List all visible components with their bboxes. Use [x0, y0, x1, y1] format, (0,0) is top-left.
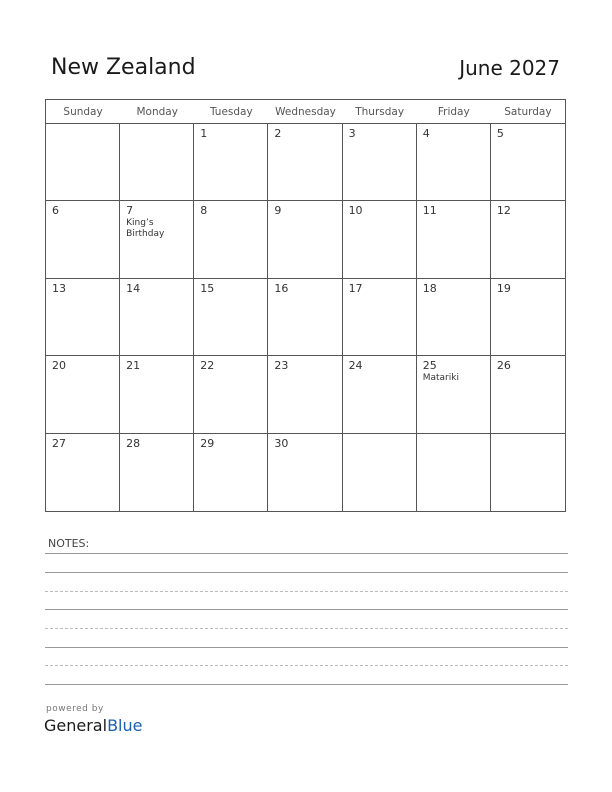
- weekday-header-row: [46, 100, 565, 124]
- day-number: 13: [52, 281, 66, 295]
- notes-line: [45, 609, 568, 610]
- brand-general: General: [44, 716, 108, 735]
- calendar-country-title: New Zealand: [51, 55, 196, 80]
- day-number: 12: [496, 204, 511, 218]
- weekday-friday: Friday: [437, 106, 470, 118]
- day-number: 22: [200, 359, 215, 373]
- day-cell[interactable]: [46, 201, 120, 278]
- day-cell[interactable]: [268, 434, 342, 511]
- powered-by-text: powered by: [46, 704, 104, 714]
- weekday-tuesday: Tuesday: [209, 106, 253, 118]
- day-cell[interactable]: [194, 434, 268, 511]
- day-cell[interactable]: [343, 434, 417, 511]
- notes-line: [45, 665, 568, 666]
- day-number: 8: [200, 204, 208, 218]
- day-cell[interactable]: [120, 124, 194, 201]
- day-number: 20: [52, 359, 66, 373]
- day-cell[interactable]: [491, 356, 565, 433]
- holiday-label: Matariki: [422, 373, 459, 384]
- weekday-thursday: Thursday: [355, 106, 405, 118]
- day-cell[interactable]: [120, 201, 194, 278]
- weekday-saturday: Saturday: [504, 106, 552, 118]
- day-number: 14: [126, 281, 141, 295]
- notes-line: [45, 647, 568, 648]
- day-cell[interactable]: [417, 279, 491, 356]
- day-cell[interactable]: [194, 356, 268, 433]
- calendar-body: [46, 124, 565, 511]
- day-number: 9: [274, 204, 282, 218]
- day-cell[interactable]: [194, 201, 268, 278]
- day-number: 7: [126, 204, 134, 218]
- day-cell[interactable]: [491, 279, 565, 356]
- calendar-grid: [45, 99, 566, 512]
- day-cell[interactable]: [194, 124, 268, 201]
- day-cell[interactable]: [343, 201, 417, 278]
- notes-line: [45, 572, 568, 573]
- day-number: 15: [200, 281, 215, 295]
- day-cell[interactable]: [46, 434, 120, 511]
- day-number: 3: [348, 127, 356, 140]
- day-number: 11: [422, 204, 437, 218]
- day-cell[interactable]: [268, 279, 342, 356]
- holiday-label: King’s Birthday: [126, 218, 165, 240]
- brand-blue: Blue: [107, 716, 143, 735]
- generalblue-logo[interactable]: [44, 716, 142, 735]
- notes-line: [45, 553, 568, 554]
- day-number: 18: [422, 281, 437, 295]
- calendar-month-title: June 2027: [459, 56, 560, 80]
- day-number: 30: [274, 436, 289, 450]
- day-number: 4: [422, 127, 430, 140]
- day-cell[interactable]: [417, 356, 491, 433]
- day-cell[interactable]: [491, 201, 565, 278]
- weekday-monday: Monday: [136, 106, 178, 118]
- day-number: 1: [200, 127, 208, 140]
- notes-line: [45, 591, 568, 592]
- day-number: 27: [52, 436, 66, 450]
- day-cell[interactable]: [120, 434, 194, 511]
- notes-line: [45, 684, 568, 685]
- day-number: 2: [274, 127, 282, 140]
- day-cell[interactable]: [417, 434, 491, 511]
- day-number: 21: [126, 359, 141, 373]
- day-number: 23: [274, 359, 289, 373]
- day-cell[interactable]: [417, 124, 491, 201]
- day-cell[interactable]: [491, 124, 565, 201]
- day-cell[interactable]: [46, 124, 120, 201]
- day-number: 24: [348, 359, 363, 373]
- day-number: 16: [274, 281, 289, 295]
- day-number: 17: [348, 281, 363, 295]
- weekday-wednesday: Wednesday: [275, 106, 336, 118]
- day-cell[interactable]: [343, 124, 417, 201]
- day-cell[interactable]: [268, 124, 342, 201]
- day-cell[interactable]: [491, 434, 565, 511]
- day-cell[interactable]: [417, 201, 491, 278]
- notes-line: [45, 628, 568, 629]
- day-cell[interactable]: [120, 279, 194, 356]
- weekday-sunday: Sunday: [63, 106, 103, 118]
- day-cell[interactable]: [343, 356, 417, 433]
- day-cell[interactable]: [194, 279, 268, 356]
- day-number: 29: [200, 436, 215, 450]
- day-number: 26: [496, 359, 511, 373]
- day-cell[interactable]: [120, 356, 194, 433]
- day-cell[interactable]: [46, 356, 120, 433]
- day-number: 25: [422, 359, 437, 373]
- day-number: 5: [496, 127, 504, 140]
- day-number: 28: [126, 436, 141, 450]
- day-cell[interactable]: [268, 356, 342, 433]
- day-cell[interactable]: [343, 279, 417, 356]
- notes-label: NOTES:: [48, 537, 90, 550]
- day-number: 6: [52, 204, 59, 218]
- day-number: 19: [496, 281, 511, 295]
- day-cell[interactable]: [268, 201, 342, 278]
- day-number: 10: [348, 204, 363, 218]
- day-cell[interactable]: [46, 279, 120, 356]
